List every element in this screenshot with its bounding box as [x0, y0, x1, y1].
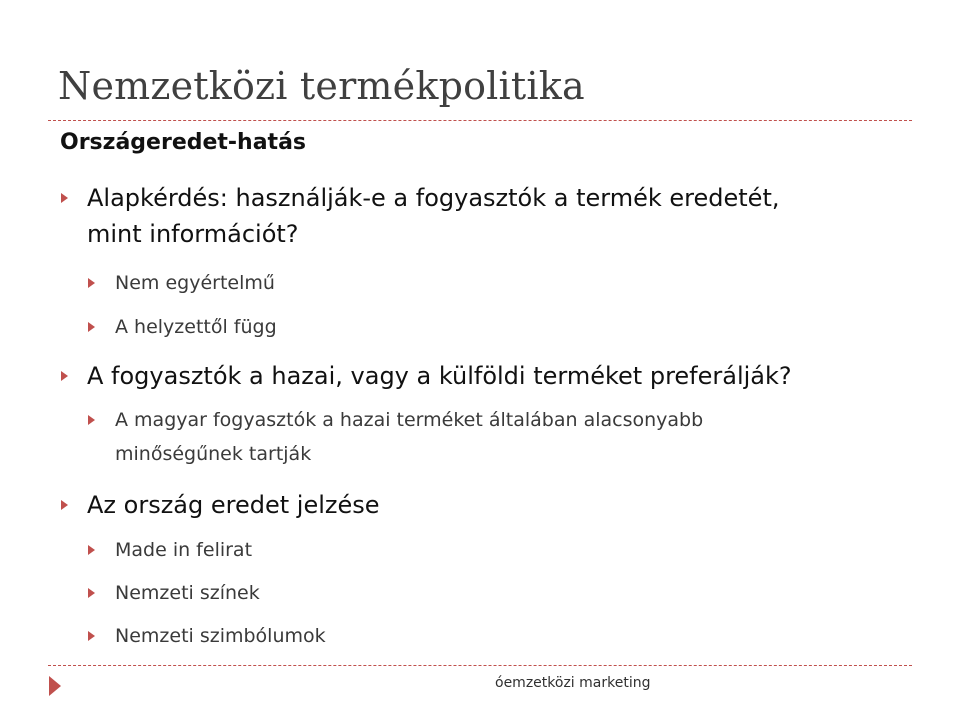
triangle-bullet-icon: [61, 500, 68, 510]
sub-bullet-text: Nemzeti szimbólumok: [115, 625, 326, 647]
footer-divider: [48, 665, 912, 666]
sub-bullet-text: Nemzeti színek: [115, 582, 260, 604]
triangle-bullet-icon: [61, 193, 68, 203]
bullet-text: A fogyasztók a hazai, vagy a külföldi terméket preferálják?: [87, 362, 792, 390]
slide-title: Nemzetközi termékpolitika: [58, 64, 585, 108]
triangle-bullet-icon: [88, 545, 95, 555]
bullet-text: Az ország eredet jelzése: [87, 491, 380, 519]
sub-bullet-text: Made in felirat: [115, 539, 253, 561]
bullet-text: Alapkérdés: használják-e a fogyasztók a termék eredetét,: [87, 184, 780, 212]
triangle-bullet-icon: [88, 588, 95, 598]
sub-bullet-text: minőségűnek tartják: [115, 443, 312, 465]
sub-bullet-text: Nem egyértelmű: [115, 272, 275, 294]
triangle-bullet-icon: [88, 322, 95, 332]
sub-bullet-text: A helyzettől függ: [115, 316, 277, 338]
triangle-bullet-icon: [88, 278, 95, 288]
footer-triangle-icon: [49, 676, 61, 696]
slide-subtitle: Országeredet-hatás: [60, 130, 307, 155]
sub-bullet-text: A magyar fogyasztók a hazai terméket általában alacsonyabb: [115, 409, 704, 431]
footer-text: óemzetközi marketing: [495, 675, 651, 691]
bullet-text: mint információt?: [87, 220, 299, 248]
title-divider: [48, 120, 912, 121]
triangle-bullet-icon: [61, 371, 68, 381]
triangle-bullet-icon: [88, 631, 95, 641]
triangle-bullet-icon: [88, 415, 95, 425]
